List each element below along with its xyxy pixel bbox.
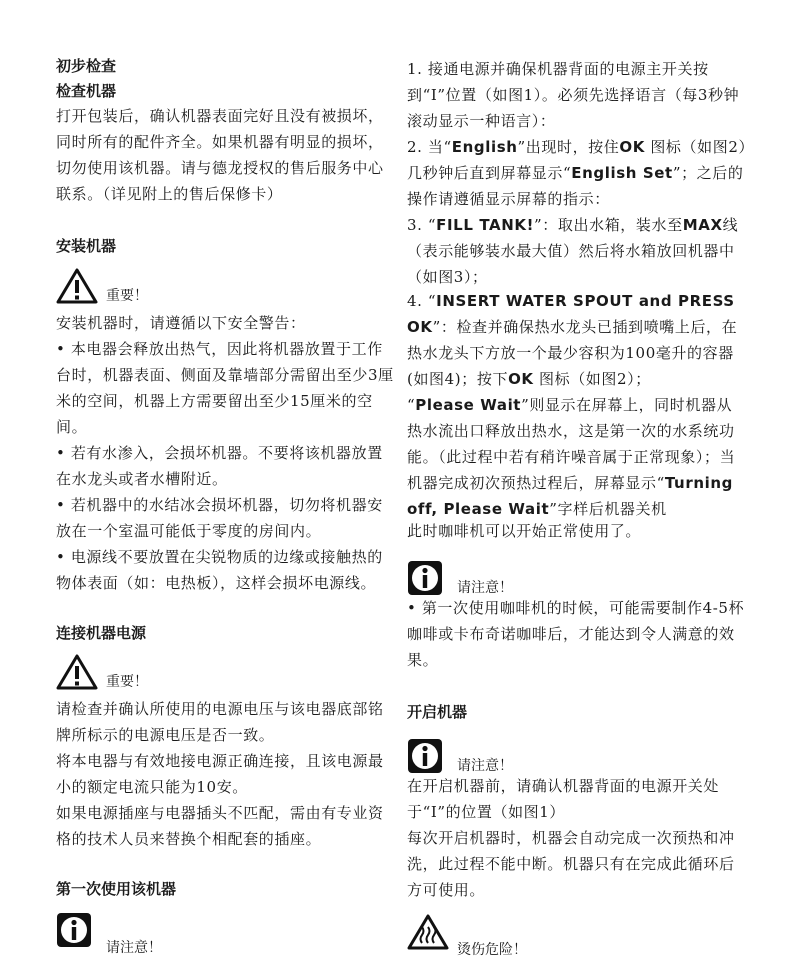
install-bullet-4: • 电源线不要放置在尖锐物质的边缘或接触热的物体表面（如：电热板），这样会损坏电源线。 bbox=[56, 548, 383, 592]
warning-notice-1 bbox=[56, 268, 196, 304]
info-icon bbox=[407, 560, 443, 596]
step-3: 3. “FILL TANK!”：取出水箱，装水至MAX线（表示能够装水最大值）然后将水箱放回机器中（如图3）； bbox=[407, 216, 739, 286]
connect-text-2: 将本电器与有效地接电源正确连接，且该电源最小的额定电流只能为10安。 bbox=[56, 752, 384, 796]
note-label-3: 请注意！ bbox=[457, 758, 513, 774]
install-heading: 安装机器 bbox=[56, 237, 117, 255]
danger-label: 烫伤危险！ bbox=[457, 942, 527, 958]
install-bullet-1: • 本电器会释放出热气，因此将机器放置于工作台时，机器表面、侧面及靠墙部分需留出至少3厘米的空间，机器上方需要留出至少15厘米的空间。 bbox=[56, 340, 394, 436]
warning-label-2: 重要！ bbox=[106, 674, 148, 690]
install-intro: 安装机器时，请遵循以下安全警告： bbox=[56, 314, 306, 332]
info-notice-3 bbox=[407, 738, 547, 774]
initial-check-heading: 初步检查 bbox=[56, 57, 117, 75]
step-4-end: 此时咖啡机可以开始正常使用了。 bbox=[407, 522, 642, 540]
connect-text-3: 如果电源插座与电器插头不匹配，需由有专业资格的技术人员来替换个相配套的插座。 bbox=[56, 804, 384, 848]
warning-label-1: 重要！ bbox=[106, 288, 148, 304]
danger-notice bbox=[407, 914, 567, 958]
check-text: 打开包装后，确认机器表面完好且没有被损坏，同时所有的配件齐全。如果机器有明显的损坏，切勿使用该机器。请与德龙授权的售后服务中心联系。（详见附上的售后保修卡） bbox=[56, 107, 384, 203]
first-use-heading: 第一次使用该机器 bbox=[56, 880, 177, 898]
warning-icon bbox=[56, 654, 98, 690]
hot-surface-icon bbox=[407, 914, 449, 950]
info-icon bbox=[56, 912, 92, 948]
warning-notice-2 bbox=[56, 654, 196, 690]
info-notice-1 bbox=[56, 912, 196, 956]
check-machine-heading: 检查机器 bbox=[56, 82, 117, 100]
note-2-text: • 第一次使用咖啡机的时候，可能需要制作4-5杯咖啡或卡布奇诺咖啡后，才能达到令人满意的效果。 bbox=[407, 599, 745, 669]
note-label-1: 请注意！ bbox=[106, 940, 162, 956]
turn-on-text-2: 每次开启机器时，机器会自动完成一次预热和冲洗，此过程不能中断。机器只有在完成此循环后方可使用。 bbox=[407, 829, 735, 899]
turn-on-heading: 开启机器 bbox=[407, 703, 468, 721]
connect-heading: 连接机器电源 bbox=[56, 624, 147, 642]
step-2: 2. 当“English”出现时，按住OK 图标（如图2）几秒钟后直到屏幕显示“English Set”；之后的操作请遵循显示屏幕的指示： bbox=[407, 138, 747, 208]
info-notice-2 bbox=[407, 560, 547, 596]
install-bullet-3: • 若机器中的水结冰会损坏机器，切勿将机器安放在一个室温可能低于零度的房间内。 bbox=[56, 496, 383, 540]
connect-text-1: 请检查并确认所使用的电源电压与该电器底部铭牌所标示的电源电压是否一致。 bbox=[56, 700, 384, 744]
step-4: 4. “INSERT WATER SPOUT and PRESS OK”：检查并确保热水龙头已插到喷嘴上后，在热水龙头下方放一个最少容积为100毫升的容器(如图4)；按下OK 图标（如图2）； “Please Wait”则显示在屏幕上，同时机器从热水流出口释放出热水，这是第一次的水系统功能。（此过程中若有稍许噪音属于正常现象）；当机器完成初次预热过程后，屏幕显示“Turning off, Please Wait”字样后机器关机 bbox=[407, 292, 738, 518]
note-label-2: 请注意！ bbox=[457, 580, 513, 596]
info-icon bbox=[407, 738, 443, 774]
warning-icon bbox=[56, 268, 98, 304]
step-1: 1. 接通电源并确保机器背面的电源主开关按到“I”位置（如图1）。必须先选择语言（每3秒钟滚动显示一种语言）： bbox=[407, 60, 740, 130]
turn-on-text-1: 在开启机器前，请确认机器背面的电源开关处于“I”的位置（如图1） bbox=[407, 777, 720, 821]
install-bullet-2: • 若有水渗入，会损坏机器。不要将该机器放置在水龙头或者水槽附近。 bbox=[56, 444, 383, 488]
